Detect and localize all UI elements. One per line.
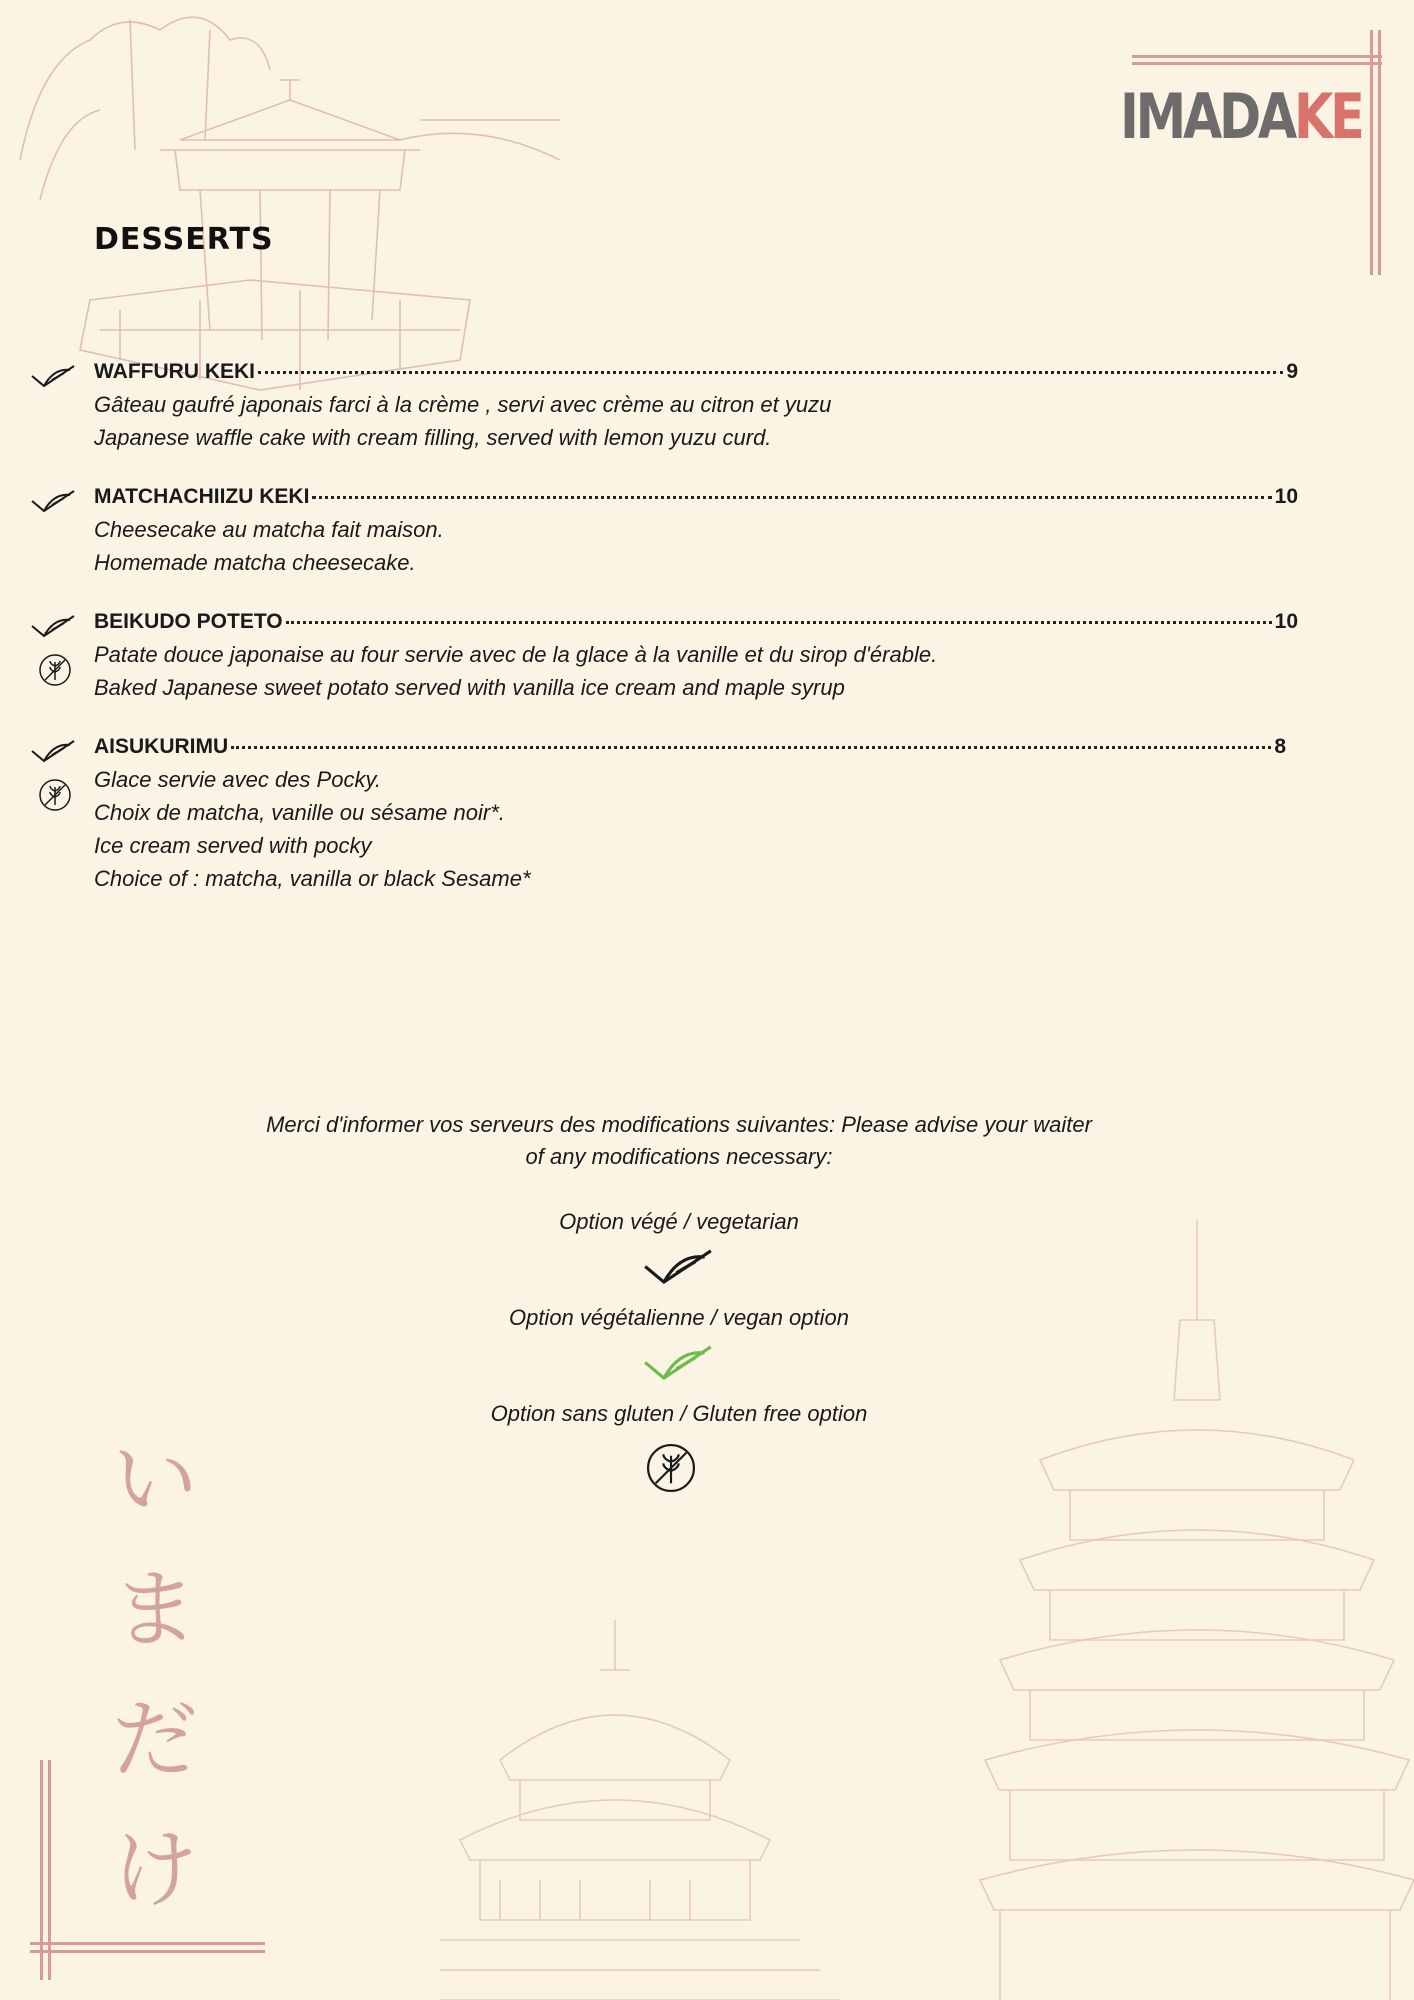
item-price: 10 xyxy=(1274,485,1298,508)
item-description-en: Homemade matcha cheesecake. xyxy=(94,550,416,575)
item-description-fr: Gâteau gaufré japonais farci à la crème , servi avec crème au citron et yuzu xyxy=(94,392,832,417)
vegetarian-icon xyxy=(30,739,76,765)
item-price: 10 xyxy=(1274,610,1298,633)
legend-vegan-label: Option végétalienne / vegan option xyxy=(508,1305,850,1330)
item-description-line: Choix de matcha, vanille ou sésame noir*. xyxy=(94,800,505,825)
kana-character: ま xyxy=(112,1560,198,1660)
item-description-fr: Cheesecake au matcha fait maison. xyxy=(94,517,444,542)
item-name: AISUKURIMU xyxy=(94,735,229,758)
item-name: WAFFURU KEKI xyxy=(94,360,255,383)
kana-character: け xyxy=(112,1820,198,1920)
gluten-free-icon xyxy=(38,778,72,812)
item-description-en: Baked Japanese sweet potato served with vanilla ice cream and maple syrup xyxy=(94,675,845,700)
legend-intro: Merci d'informer vos serveurs des modifications suivantes: Please advise your waiter xyxy=(266,1112,1092,1137)
legend-intro: of any modifications necessary: xyxy=(525,1144,833,1169)
item-description-line: Glace servie avec des Pocky. xyxy=(94,767,381,792)
pavilion-sketch xyxy=(0,0,580,400)
vegan-icon xyxy=(642,1343,714,1385)
imadake-logo: IMADAKE xyxy=(1120,80,1362,153)
vegetarian-icon xyxy=(642,1247,714,1289)
vegetarian-icon xyxy=(30,489,76,515)
gluten-free-icon xyxy=(645,1442,697,1494)
section-title: DESSERTS xyxy=(94,222,274,257)
kana-character: だ xyxy=(112,1690,198,1790)
item-description-line: Ice cream served with pocky xyxy=(94,833,372,858)
legend-vegetarian-label: Option végé / vegetarian xyxy=(559,1209,799,1234)
item-name: BEIKUDO POTETO xyxy=(94,610,283,633)
item-name: MATCHACHIIZU KEKI xyxy=(94,485,310,508)
gluten-free-icon xyxy=(38,653,72,687)
kana-character: い xyxy=(112,1430,198,1530)
vegetarian-icon xyxy=(30,614,76,640)
item-description-fr: Patate douce japonaise au four servie avec de la glace à la vanille et du sirop d'érable. xyxy=(94,642,938,667)
legend-gluten-free-label: Option sans gluten / Gluten free option xyxy=(490,1401,868,1426)
item-description-en: Japanese waffle cake with cream filling, served with lemon yuzu curd. xyxy=(94,425,772,450)
item-price: 9 xyxy=(1286,360,1298,383)
item-price: 8 xyxy=(1274,735,1286,758)
vegetarian-icon xyxy=(30,364,76,390)
item-description-line: Choice of : matcha, vanilla or black Sesame* xyxy=(94,866,531,891)
